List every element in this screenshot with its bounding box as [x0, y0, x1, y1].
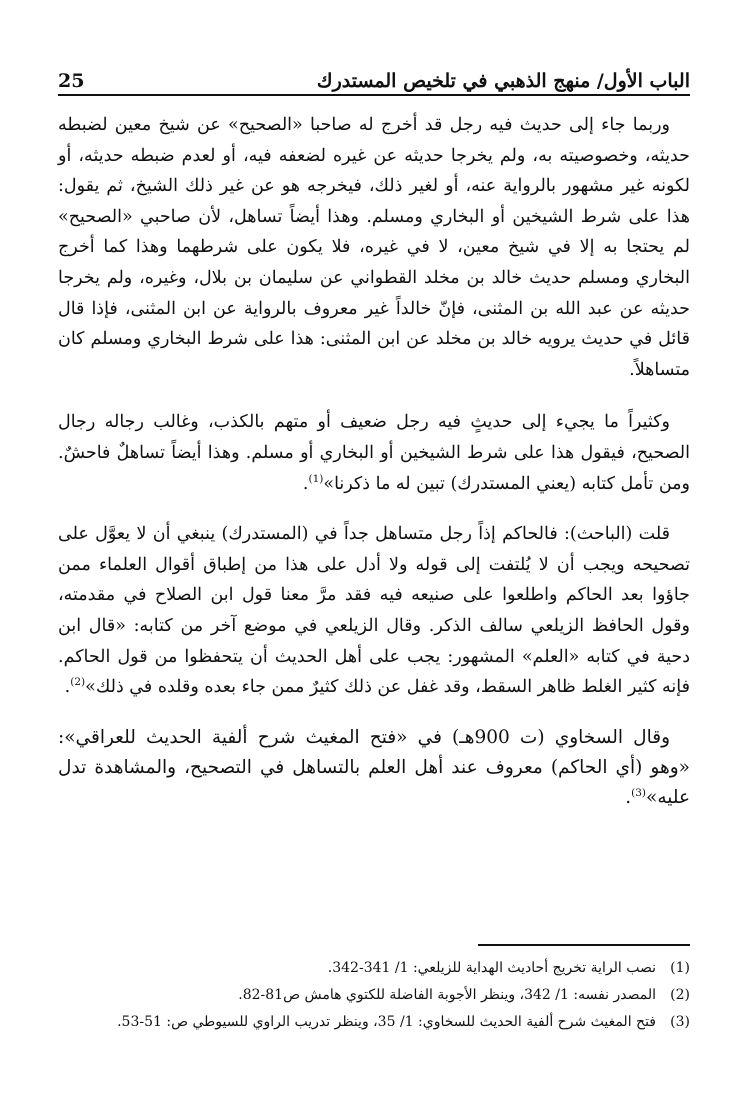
footnotes [58, 955, 690, 1036]
footnote-ref-3: (3) [631, 786, 647, 799]
footnote-ref-2: (2) [70, 676, 86, 689]
page-number: 25 [58, 70, 85, 92]
footnote-separator [478, 944, 690, 946]
paragraph-3-text: قلت (الباحث): فالحاكم إذاً رجل متساهل جداً في (المستدرك) ينبغي أن لا يعوَّل على تصحيحه ويجب أن لا يُلتفت إلى قوله ولا أدل على هذا من إطباق أقوال العلماء ممن جاؤوا بعد الحاكم واطلعوا على صنيعه فيه فقد مرَّ معنا قول ابن الصلاح في مقدمته، وقول الحافظ الزيلعي سالف الذكر. وقال الزيلعي في موضع آخر من كتابه: «قال ابن دحية في كتابه «العلم» المشهور: يجب على أهل الحديث أن يتحفظوا من قول الحاكم. فإنه كثير الغلط ظاهر السقط، وقد غفل عن ذلك كثيرٌ ممن جاء بعده وقلده في ذلك» [58, 524, 690, 698]
footnote-text: فتح المغيث شرح ألفية الحديث للسخاوي: 1/ 35، وينظر تدريب الراوي للسيوطي ص: 51-53. [117, 1014, 656, 1030]
running-title: الباب الأول/ منهج الذهبي في تلخيص المستدرك [316, 70, 690, 92]
footnote-1 [58, 955, 690, 982]
paragraph-4 [58, 723, 690, 813]
paragraph-4-text: وقال السخاوي (ت 900هـ) في «فتح المغيث شرح ألفية الحديث للعراقي»: «وهو (أي الحاكم) معروف عند أهل العلم بالتساهل في التصحيح، والمشاهدة تدل عليه» [58, 726, 690, 808]
footnote-number: (2) [670, 987, 690, 1003]
footnote-text: نصب الراية تخريج أحاديث الهداية للزيلعي: 1/ 341-342. [327, 960, 656, 976]
paragraph-2-end: . [302, 473, 309, 494]
header-rule [58, 94, 690, 96]
footnote-number: (3) [670, 1014, 690, 1030]
paragraph-3 [58, 519, 690, 703]
footnote-ref-1: (1) [308, 472, 324, 485]
paragraph-3-end: . [64, 677, 71, 698]
footnote-text: المصدر نفسه: 1/ 342، وينظر الأجوبة الفاضلة للكتوي هامش ص81-82. [238, 987, 656, 1003]
paragraph-4-end: . [625, 786, 632, 808]
page-header [58, 58, 690, 92]
paragraph-1-text: وربما جاء إلى حديث فيه رجل قد أخرج له صاحبا «الصحيح» عن شيخ معين لضبطه حديثه، وخصوصيته به، ولم يخرجا حديثه عن غيره لضعفه فيه، أو لعدم ضبطه حديثه، أو لكونه غير مشهور بالرواية عنه، أو لغير ذلك، فيخرجه هو عن غير ذلك الشيخ، ثم يقول: هذا على شرط الشيخين أو البخاري ومسلم. وهذا أيضاً تساهل، لأن صاحبي «الصحيح» لم يحتجا به إلا في شيخ معين، لا في غيره، فلا يكون على شرطهما وهذا كما أخرج البخاري ومسلم حديث خالد بن مخلد القطواني عن سليمان بن بلال، وغيره، ولم يخرجا حديثه عن عبد الله بن المثنى، فإنّ خالداً غير معروف بالرواية عن ابن المثنى، فإذا قال قائل في حديث يرويه خالد بن مخلد عن ابن المثنى: هذا على شرط البخاري ومسلم كان متساهلاً. [58, 115, 690, 380]
footnote-number: (1) [670, 960, 690, 976]
footnote-2 [58, 982, 690, 1009]
paragraph-2 [58, 407, 690, 499]
page-body [58, 110, 690, 835]
paragraph-2-text: وكثيراً ما يجيء إلى حديثٍ فيه رجل ضعيف أو متهم بالكذب، وغالب رجاله رجال الصحيح، فيقول هذا على شرط الشيخين أو البخاري أو مسلم. وهذا أيضاً تساهلٌ فاحشٌ. ومن تأمل كتابه (يعني المستدرك) تبين له ما ذكرنا» [58, 412, 690, 494]
footnote-3 [58, 1009, 690, 1036]
paragraph-1 [58, 110, 690, 385]
